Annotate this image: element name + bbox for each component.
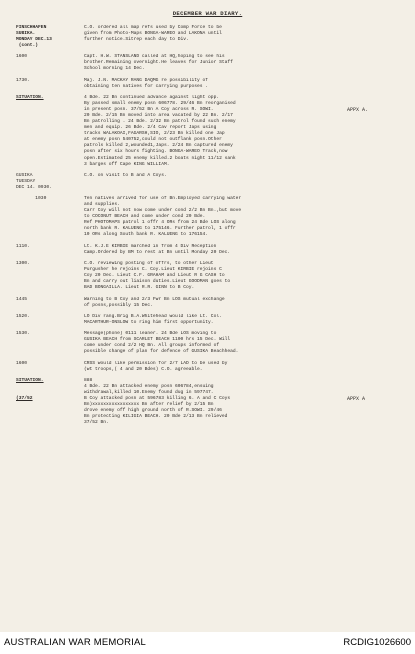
entry-line: CRSS would like permission for 2/7 LAD to be used by <box>84 360 228 366</box>
entry-time-label: 1530. <box>16 331 30 337</box>
entry-time-label: 1110. <box>16 243 30 249</box>
entry-line: (wt troops,( 4 and 20 Bdes) C.O. agreeable. <box>84 366 203 372</box>
entry-line: north bank R. KALUENG to 175146. Further patrol, 1 offr <box>84 226 236 232</box>
entry-text <box>84 78 352 90</box>
entry-line: Maj. J.N. MACKAY RANG DAQMG re possibility of <box>84 77 209 83</box>
entry-line: By passed small enemy posn 606778. 29/46 Bn reorganised <box>84 101 236 107</box>
entry-line: of posns,possibly 15 Dec. <box>84 302 153 308</box>
entry-line: withdrawal,killed 10.Enemy found dug in 597747. <box>84 389 214 395</box>
entry-time-label: GUSIKA TUESDAY DEC 14. 0930. <box>16 172 52 190</box>
entry-text <box>84 261 352 291</box>
entry-text <box>84 378 352 426</box>
entry-time-label: 1730. <box>16 77 30 83</box>
entry-line: School morning 14 Dec. <box>84 66 145 72</box>
entry-line: patrols killed 2,wounded1,Japs. 2/24 Bn captured enemy <box>84 143 233 149</box>
entry-time-label: 1030 <box>16 196 47 202</box>
entry-time-label: 1600 <box>16 54 28 60</box>
entry-line: in present posn. 37/52 Bn A Coy across R. SOWI. <box>84 107 214 113</box>
entry-line: 888 <box>84 377 93 383</box>
archive-footer <box>0 632 415 654</box>
entry-text <box>84 25 352 43</box>
diary-title: DECEMBER WAR DIARY. <box>172 10 243 17</box>
entry-line: 3 barges off Cape KING WILLIAM. <box>84 161 170 167</box>
appendix-reference: APPX A <box>347 395 366 402</box>
entry-text <box>84 331 352 355</box>
entry-line: brother.Remaining overnight.He leaves for Junior Staff <box>84 60 233 66</box>
entry-line: MACARTHUR-ONSLOW to ring him first opportunity. <box>84 319 214 325</box>
entry-time-label: 1600 <box>16 360 28 366</box>
entry-line: Message(phone) 0111 leaner. 24 Bde LOS moving to <box>84 331 217 337</box>
entry-line: 37/52 Bn. <box>84 420 109 426</box>
entry-time-label: 1520. <box>16 313 30 319</box>
entry-line: come under cond 2/2 HQ Bn. All groups informed of <box>84 343 220 349</box>
entry-text <box>84 173 352 179</box>
appendix-reference: APPX A. <box>347 107 369 114</box>
entry-time-label: FINSCHHAFEN SUBIKA. MONDAY DEC.13 (cont.) <box>16 25 52 49</box>
entry-line: posn after six hours fighting. BONGA-WAREO Track,now <box>84 149 228 155</box>
record-id: RCDIG1026600 <box>343 637 411 648</box>
entry-line: possible change of plan for defence of GUSIKA Beachhead. <box>84 349 239 355</box>
entry-line: 4 Bde. 22 Bn continued advance against light opp. <box>84 95 220 101</box>
entry-line: Carr Coy will not now come under cond 2/2 Bn Bn.,but move <box>84 208 242 214</box>
entry-line: Bn patrolling . 24 Bde. 2/32 Bn patrol found such enemy <box>84 119 236 125</box>
entry-line: Bn protecting KILIGIA BEACH. 20 Bde 2/13 Bn relieved <box>84 414 228 420</box>
entry-line: drove enemy off high ground north of R.SOWI. 29/46 <box>84 408 222 414</box>
entry-time-label: SITUATION. (37/52 <box>16 377 44 401</box>
entry-text <box>84 54 352 72</box>
entry-text <box>84 244 352 256</box>
entry-text <box>84 361 352 373</box>
entry-line: Coy 20 Dec. Lieut C.F. GRAHAM and Lieut R G CASH to <box>84 273 225 279</box>
entry-line: GUSIKA BEACH from SCARLET BEACH 1100 hrs 15 Dec. Will <box>84 337 231 343</box>
entry-line: men and equip. 26 Bde. 2/4 Cav report Japs using <box>84 125 217 131</box>
entry-time-label: 1300. <box>16 261 30 267</box>
entry-text <box>84 95 352 168</box>
entry-line: Ten natives arrived for use of Bn.Employed carrying water <box>84 196 242 202</box>
entry-line: to COCONUT BEACH and come under cond 20 Bde. <box>84 214 206 220</box>
entry-line: C.O. ordered all map refs used by Comp Force to be <box>84 25 222 30</box>
entry-line: obtaining ten natives for carrying purposes . <box>84 83 209 89</box>
entry-line: tracks WALAKOAI,FAGARSH,SIO, 2/23 Bn killed one Jap <box>84 131 225 137</box>
entry-line: Capt. H.W. STANSLAND called at HQ,hoping to see his <box>84 54 225 60</box>
entry-time-label: 1445 <box>16 296 28 302</box>
entry-line: 10 ORs along South bank R. KALUENG to 176154. <box>84 232 209 238</box>
archive-name: AUSTRALIAN WAR MEMORIAL <box>4 637 147 648</box>
entry-line: further notice.Sitrep each day to Div. <box>84 37 189 43</box>
entry-line: Bn)xxxxxxxxxxxxxxxxx Bn after relief by 2/15 Bn <box>84 401 214 407</box>
entry-line: C.O. reviewing posting of offrs, to other Lieut <box>84 261 214 267</box>
entry-line: Bn and carry out liaison duties.Lieut GOODMAN goes to <box>84 279 231 285</box>
entry-line: C.O. on visit to B and A Coys. <box>84 172 167 178</box>
entry-line: 4 Bde. 22 Bn attacked enemy posn 606784,ensuing <box>84 383 214 389</box>
entry-line: Camp.Ordered by BM to rest at Bn until Monday 20 Dec. <box>84 249 231 255</box>
entry-line: LO Div rang.Brig B.A.Whitehead would like Lt. Col. <box>84 313 222 319</box>
entry-line: given from Photo-Maps BONGA-WAREO and LAKONA until <box>84 31 222 37</box>
entry-text <box>84 314 352 326</box>
entry-line: Lt. K.J.E KIRBIE marched in from 4 Div Reception <box>84 243 217 249</box>
entry-text <box>84 196 352 238</box>
entry-line: BAD BONGAILLA. Lieut R.R. GINN to B Coy. <box>84 285 195 291</box>
entry-line: Warning to B Coy and 2/3 Fwr Bn LOS mutual exchange <box>84 296 225 302</box>
entry-text <box>84 297 352 309</box>
entry-line: Purgusher he rejoins C. Coy.Lieut KIRBIE rejoins C <box>84 267 222 273</box>
entry-line: 20 Bde. 2/15 Bn moved into area vacated by 22 Bn. 2/17 <box>84 113 233 119</box>
entry-line: open.Estimated 25 enemy killed.2 boats night 11/12 sank <box>84 155 236 161</box>
entry-line: B Coy attacked posn at 596783 killing 6. A and C Coys <box>84 395 231 401</box>
entry-line: Ref PHOTOMAPS patrol 1 offr 4 ORs from 24 Bde LOS along <box>84 220 236 226</box>
entry-time-label: SITUATION. <box>16 95 44 101</box>
entry-line: and supplies. <box>84 202 120 208</box>
entry-line: at enemy posn 540752,could not outflank posn.Other <box>84 137 222 143</box>
